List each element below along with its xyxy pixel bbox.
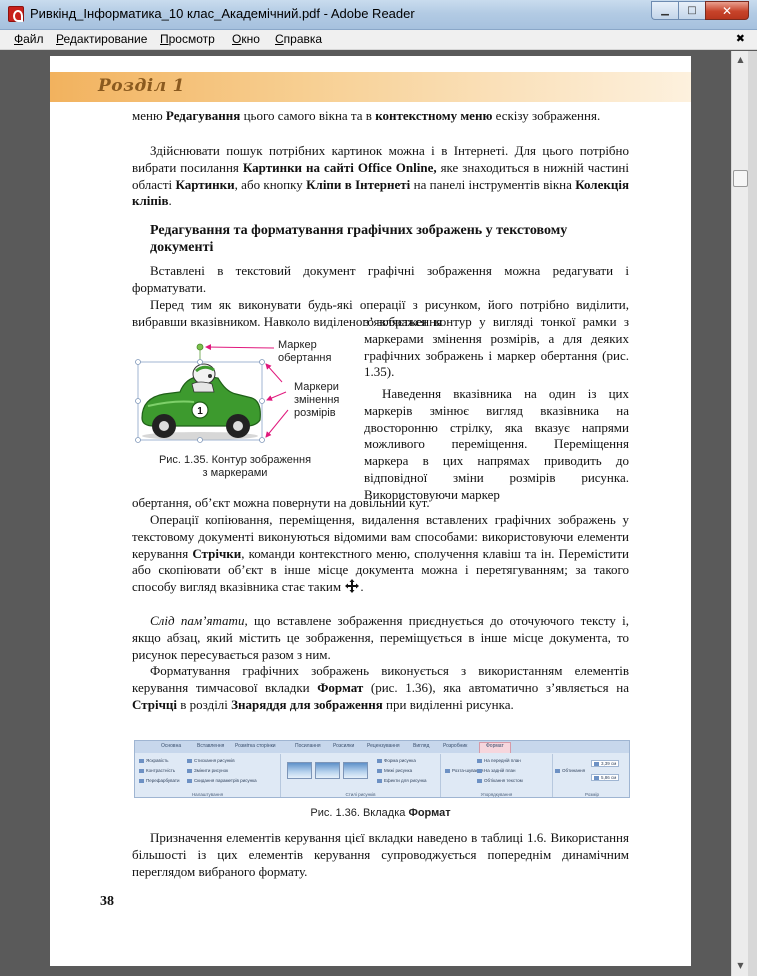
paragraph-7: Форматування графічних зображень виконується з використанням елементів керування тимчасової вкладки Формат (рис. 1.36), яка автоматично з’являється на Стрічці в розділі Знаряддя для зображення при виділенні рисунка. bbox=[132, 663, 629, 712]
page-number: 38 bbox=[100, 894, 114, 909]
scroll-thumb[interactable] bbox=[733, 170, 748, 187]
label-sizing-markers: Маркери змінення розмірів bbox=[294, 381, 340, 419]
ribbon-group-size: Обтинання 3,39 см 5,86 см Розмір bbox=[553, 754, 630, 798]
arrow-sizing-top bbox=[266, 364, 282, 382]
window-border bbox=[748, 51, 757, 976]
menu-window[interactable]: Окно bbox=[232, 32, 260, 46]
style-thumbnail bbox=[287, 762, 312, 779]
paragraph-2: Здійснювати пошук потрібних картинок можна і в Інтернеті. Для цього потрібно вибрати посилання Картинки на сайті Office Online, яке знаходиться в нижній частині області Картинки, або кнопку Кліпи в Інтернеті на панелі інструментів вікна Колекція кліпів. bbox=[132, 143, 629, 209]
paragraph-6: Слід пам’ятати, що вставлене зображення приєднується до оточуючого тексту і, якщо абзац, який містить це зображення, переміщується в інше місце документа, то рисунок пересувається разом з ним. bbox=[132, 613, 630, 662]
arrow-rotation bbox=[206, 347, 274, 348]
arrow-sizing-mid bbox=[267, 392, 286, 400]
figure-136-caption: Рис. 1.36. Вкладка Формат bbox=[310, 807, 451, 819]
ribbon-tab: Посилання bbox=[295, 743, 321, 749]
window-title: Ривкінд_Інформатика_10 клас_Академічний.pdf - Adobe Reader bbox=[30, 6, 415, 21]
scroll-up-icon[interactable]: ▲ bbox=[737, 55, 744, 64]
close-button[interactable]: ✕ bbox=[705, 1, 749, 20]
car-number: 1 bbox=[197, 406, 203, 417]
arrow-sizing-bottom bbox=[266, 410, 288, 437]
style-thumbnail bbox=[343, 762, 368, 779]
ribbon-group-picture-styles: Форма рисунка Межі рисунка Ефекти для рисунка Стилі рисунків bbox=[281, 754, 441, 798]
style-thumbnail bbox=[315, 762, 340, 779]
section-word: Розділ bbox=[98, 76, 167, 96]
move-pointer-icon bbox=[344, 579, 360, 593]
ribbon-tab-format: Формат bbox=[479, 742, 511, 753]
paragraph-3: Вставлені в текстовий документ графічні зображення можна редагувати і форматувати. bbox=[132, 263, 629, 295]
ribbon-tab: Розробник bbox=[443, 743, 468, 749]
front-hub bbox=[233, 421, 243, 431]
ribbon-tab: Рецензування bbox=[367, 743, 400, 749]
close-document-icon[interactable]: ✖ bbox=[735, 32, 745, 45]
wrap-text-2: Наведення вказівника на один із цих маркерів змінює вигляд вказівника на двосторонню стрілку, яка вказує напрями можливого переміщення. Переміщення маркера в цих напрямах приводить до відповідної зміни розмірів рисунка. Використовуючи маркер bbox=[364, 386, 629, 502]
section-number: 1 bbox=[172, 76, 185, 96]
rear-hub bbox=[159, 421, 169, 431]
driver-eye bbox=[208, 374, 212, 378]
scroll-down-icon[interactable]: ▼ bbox=[737, 961, 744, 970]
minimize-button[interactable]: ▁ bbox=[651, 1, 678, 20]
window-controls bbox=[651, 1, 749, 20]
ribbon-group-arrange: Розта-шування На передній план На задній план Обтікання текстом Упорядкування bbox=[441, 754, 553, 798]
menu-bar bbox=[0, 30, 757, 50]
menu-edit[interactable]: Редактирование bbox=[56, 32, 148, 46]
driver-body bbox=[192, 382, 214, 392]
paragraph-1: меню Редагування цього самого вікна та в контекстному меню ескізу зображення. bbox=[132, 108, 601, 123]
section-heading: Редагування та форматування графічних зображень у текстовому документі bbox=[150, 223, 568, 255]
rotation-handle bbox=[197, 344, 203, 350]
ribbon-group-adjust: Яскравість Контрастність Перефарбувати Стискання рисунків Змінити рисунок Скидання параметрів рисунка Налаштування bbox=[135, 754, 281, 798]
ribbon-tab: Вигляд bbox=[413, 743, 430, 749]
title-bar bbox=[0, 0, 757, 30]
vertical-scrollbar[interactable] bbox=[731, 51, 748, 976]
ribbon-tab: Вставлення bbox=[197, 743, 225, 749]
adobe-reader-icon bbox=[8, 6, 24, 22]
document-page bbox=[50, 56, 691, 966]
ribbon-tabs bbox=[135, 741, 630, 753]
figure-135-caption: Рис. 1.35. Контур зображення з маркерами bbox=[158, 454, 312, 479]
paragraph-5: Операції копіювання, переміщення, видалення вставлених графічних зображень у текстовому документі виконуються відомими вам способами: використовуючи елементи керування Стрічки, команди контекстного меню, сполучення клавіш та ін. Перемістити або скопіювати об’єкт в інше місце документа можна і перетягуванням; за такого способу вигляд вказівника стає таким . bbox=[132, 512, 629, 595]
label-rotation-marker: Маркер обертання bbox=[278, 339, 332, 364]
menu-help[interactable]: Справка bbox=[275, 32, 323, 46]
ribbon-tab: Основна bbox=[161, 743, 182, 749]
maximize-button[interactable]: □ bbox=[678, 1, 705, 20]
ribbon-screenshot bbox=[134, 740, 630, 798]
menu-file[interactable]: Файл bbox=[14, 32, 44, 46]
paragraph-8: Призначення елементів керування цієї вкладки наведено в таблиці 1.6. Використання більшості із цих елементів керування супроводжується попереднім динамічним переглядом вибраного формату. bbox=[132, 830, 629, 879]
section-header bbox=[98, 76, 185, 96]
paragraph-4-end: обертання, об’єкт можна повернути на довільний кут. bbox=[132, 495, 430, 510]
ribbon-tab: Розсилки bbox=[333, 743, 355, 749]
menu-view[interactable]: Просмотр bbox=[160, 32, 215, 46]
paragraph-4: Перед тим як виконувати будь-які операції з рисунком, його потрібно виділити, вибравши вказівником. Навколо виділеного зображення bbox=[132, 297, 629, 329]
wrap-text-1: з’являється контур у вигляді тонкої рамки з маркерами змінення розмірів, а для деяких графічних зображень і маркер обертання (рис. 1.35). bbox=[364, 314, 629, 380]
ribbon-tab: Розмітка сторінки bbox=[235, 743, 276, 749]
